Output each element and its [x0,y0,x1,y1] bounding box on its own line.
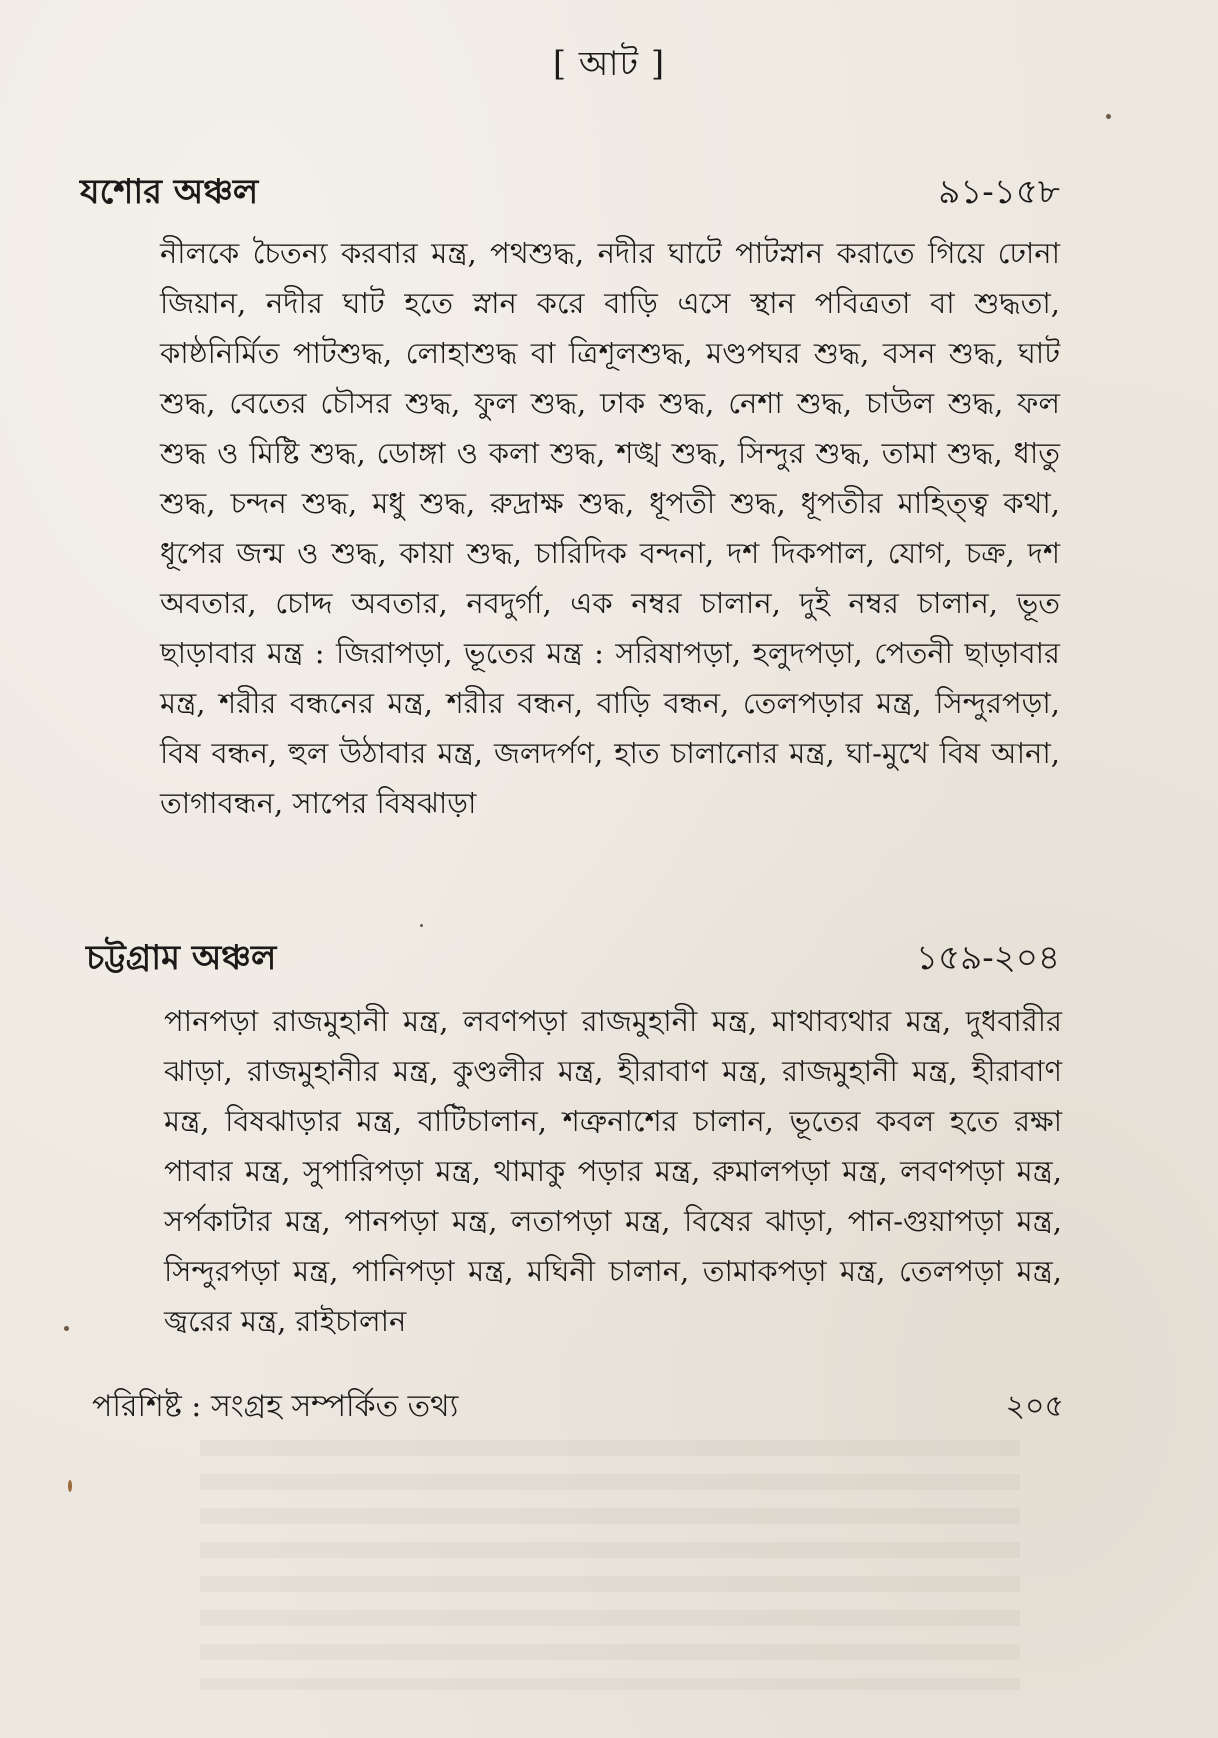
section-contents: পানপড়া রাজমুহানী মন্ত্র, লবণপড়া রাজমুহানী মন্ত্র, মাথাব্যথার মন্ত্র, দুধবারীর ঝাড়া, রাজমুহানীর মন্ত্র, কুণ্ডলীর মন্ত্র, হীরাবাণ মন্ত্র, রাজমুহানী মন্ত্র, হীরাবাণ মন্ত্র, বিষঝাড়ার মন্ত্র, বাটিচালান, শত্রুনাশের চালান, ভূতের কবল হতে রক্ষা পাবার মন্ত্র, সুপারিপড়া মন্ত্র, থামাকু পড়ার মন্ত্র, রুমালপড়া মন্ত্র, লবণপড়া মন্ত্র, সর্পকাটার মন্ত্র, পানপড়া মন্ত্র, লতাপড়া মন্ত্র, বিষের ঝাড়া, পান-গুয়াপড়া মন্ত্র, সিন্দুরপড়া মন্ত্র, পানিপড়া মন্ত্র, মঘিনী চালান, তামাকপড়া মন্ত্র, তেলপড়া মন্ত্র, জ্বরের মন্ত্র, রাইচালান [164,1004,1062,1338]
page-number-header: [ আট ] [552,44,666,84]
toc-entry-appendix [92,1382,1064,1428]
toc-entry-jessore [80,166,1060,216]
section-title: চট্টগ্রাম অঞ্চল [86,938,277,978]
paper-speck [64,1326,69,1331]
toc-entry-chittagong [86,932,1060,982]
appendix-page-number: ২০৫ [1005,1389,1064,1424]
appendix-title: পরিশিষ্ট : সংগ্রহ সম্পর্কিত তথ্য [92,1389,459,1424]
section-title: যশোর অঞ্চল [80,172,259,212]
paper-speck [1106,114,1111,119]
section-page-range: ৯১-১৫৮ [938,172,1060,212]
section-page-range: ১৫৯-২০৪ [916,938,1060,978]
paper-speck [420,924,423,927]
section-contents: নীলকে চৈতন্য করবার মন্ত্র, পথশুদ্ধ, নদীর ঘাটে পাটস্নান করাতে গিয়ে ঢোনা জিয়ান, নদীর ঘাট হতে স্নান করে বাড়ি এসে স্থান পবিত্রতা বা শুদ্ধতা, কাষ্ঠনির্মিত পাটশুদ্ধ, লোহাশুদ্ধ বা ত্রিশূলশুদ্ধ, মণ্ডপঘর শুদ্ধ, বসন শুদ্ধ, ঘাট শুদ্ধ, বেতের চৌসর শুদ্ধ, ফুল শুদ্ধ, ঢাক শুদ্ধ, নেশা শুদ্ধ, চাউল শুদ্ধ, ফল শুদ্ধ ও মিষ্টি শুদ্ধ, ডোঙ্গা ও কলা শুদ্ধ, শঙ্খ শুদ্ধ, সিন্দুর শুদ্ধ, তামা শুদ্ধ, ধাতু শুদ্ধ, চন্দন শুদ্ধ, মধু শুদ্ধ, রুদ্রাক্ষ শুদ্ধ, ধূপতী শুদ্ধ, ধূপতীর মাহিত্ত্ব কথা, ধূপের জন্ম ও শুদ্ধ, কায়া শুদ্ধ, চারিদিক বন্দনা, দশ দিকপাল, যোগ, চক্র, দশ অবতার, চোদ্দ অবতার, নবদুর্গা, এক নম্বর চালান, দুই নম্বর চালান, ভূত ছাড়াবার মন্ত্র : জিরাপড়া, ভূতের মন্ত্র : সরিষাপড়া, হলুদপড়া, পেতনী ছাড়াবার মন্ত্র, শরীর বন্ধনের মন্ত্র, শরীর বন্ধন, বাড়ি বন্ধন, তেলপড়ার মন্ত্র, সিন্দুরপড়া, বিষ বন্ধন, হুল উঠাবার মন্ত্র, জলদর্পণ, হাত চালানোর মন্ত্র, ঘা-মুখে বিষ আনা, তাগাবন্ধন, সাপের বিষঝাড়া [160,236,1060,820]
paper-speck [68,1480,72,1492]
show-through-bleed [200,1440,1020,1690]
